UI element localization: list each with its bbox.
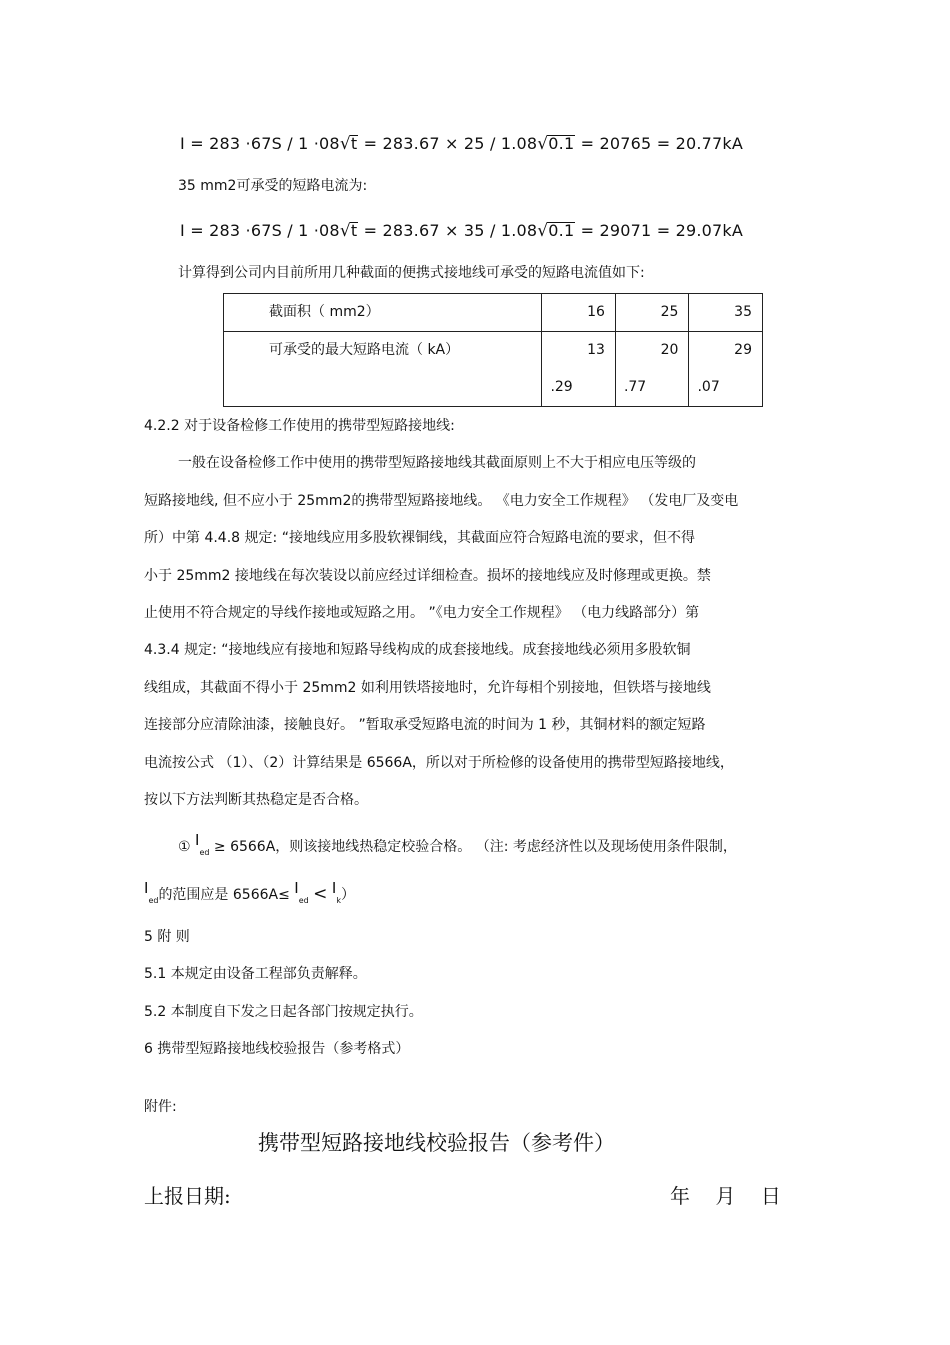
- section-heading-6: 6 携带型短路接地线校验报告（参考格式）: [144, 1041, 410, 1057]
- section-heading-4-2-2: 4.2.2 对于设备检修工作使用的携带型短路接地线:: [144, 418, 455, 434]
- table-cell: 16: [542, 294, 616, 332]
- paragraph-line: 电流按公式 （1）、（2）计算结果是 6566A，所以对于所检修的设备使用的携带型短路接地线，: [144, 755, 734, 771]
- symbol-I: I: [294, 879, 299, 897]
- paragraph-line: 线组成，其截面不得小于 25mm2 如利用铁塔接地时，允许每相个别接地，但铁塔与接地线: [144, 680, 711, 696]
- section-5-2: 5.2 本制度自下发之日起各部门按规定执行。: [144, 1004, 423, 1020]
- paragraph-line: 短路接地线, 但不应小于 25mm2的携带型短路接地线。 《电力安全工作规程》 （发电厂及变电: [144, 493, 739, 509]
- paragraph-line: 按以下方法判断其热稳定是否合格。: [144, 792, 368, 808]
- table-cell-label: 截面积（ mm2）: [224, 294, 542, 332]
- formula-part1: = 283 ·67S / 1 ·08: [190, 221, 340, 240]
- symbol-I: I: [144, 879, 149, 897]
- table-cell: 25: [615, 294, 689, 332]
- section-heading-5: 5 附 则: [144, 929, 190, 945]
- circle-number: ①: [178, 839, 191, 855]
- criterion-line: [178, 831, 737, 857]
- subscript-ed: ed: [199, 847, 210, 857]
- formula-part2: = 283.67 × 25 / 1.08: [363, 134, 538, 153]
- report-date-fields: 年 月 日: [670, 1184, 781, 1208]
- short-circuit-current-table: [223, 293, 763, 407]
- table-cell-label: 可承受的最大短路电流（ kA）: [224, 332, 542, 407]
- table-intro: 计算得到公司内目前所用几种截面的便携式接地线可承受的短路电流值如下:: [178, 265, 645, 281]
- range-text: 的范围应是 6566A≤: [158, 887, 290, 903]
- criterion-text: ≥ 6566A，则该接地线热稳定校验合格。 （注: 考虑经济性以及现场使用条件限制，: [213, 839, 737, 855]
- formula-lhs: I: [180, 221, 185, 240]
- section-5-1: 5.1 本规定由设备工程部负责解释。: [144, 966, 367, 982]
- formula-25mm2: I = 283 ·67S / 1 ·08√t = 283.67 × 25 / 1.08√0.1 = 20765 = 20.77kA: [180, 134, 744, 154]
- formula-radicand-time: 0.1: [548, 221, 575, 240]
- paragraph-line: 连接部分应清除油漆，接触良好。 ”暂取承受短路电流的时间为 1 秒，其铜材料的额定短路: [144, 717, 706, 733]
- paragraph-line: 所）中第 4.4.8 规定: “接地线应用多股软裸铜线，其截面应符合短路电流的要求，但不得: [144, 530, 695, 546]
- formula-result: = 20765 = 20.77kA: [580, 134, 744, 153]
- paragraph-line: 4.3.4 规定: “接地线应有接地和短路导线构成的成套接地线。成套接地线必须用多股软铜: [144, 642, 691, 658]
- table-row: [224, 294, 763, 332]
- table-cell: 35: [689, 294, 763, 332]
- formula-part2: = 283.67 × 35 / 1.08: [363, 221, 538, 240]
- symbol-I: I: [195, 831, 200, 849]
- report-date-label: 上报日期:: [144, 1184, 231, 1208]
- formula-part1: = 283 ·67S / 1 ·08: [190, 134, 340, 153]
- paragraph-line: 止使用不符合规定的导线作接地或短路之用。 ”《电力安全工作规程》 （电力线路部分）第: [144, 605, 700, 621]
- formula-result: = 29071 = 29.07kA: [580, 221, 744, 240]
- paragraph-line: 一般在设备检修工作中使用的携带型短路接地线其截面原则上不大于相应电压等级的: [178, 455, 696, 471]
- table-row: [224, 332, 763, 407]
- table-cell: 20 .77: [615, 332, 689, 407]
- table-cell: 13 .29: [542, 332, 616, 407]
- subscript-ed: ed: [148, 895, 159, 905]
- caption-35mm2: 35 mm2可承受的短路电流为:: [178, 178, 368, 194]
- less-than: <: [313, 884, 328, 904]
- formula-lhs: I: [180, 134, 185, 153]
- subscript-ed: ed: [298, 895, 309, 905]
- range-line: [144, 879, 355, 905]
- close-paren: ）: [340, 887, 355, 903]
- paragraph-line: 小于 25mm2 接地线在每次装设以前应经过详细检查。损坏的接地线应及时修理或更换。禁: [144, 568, 711, 584]
- formula-radicand-t: t: [350, 134, 358, 153]
- table-cell: 29 .07: [689, 332, 763, 407]
- attachment-label: 附件:: [144, 1099, 177, 1115]
- symbol-I: I: [331, 879, 337, 897]
- formula-radicand-time: 0.1: [548, 134, 575, 153]
- subscript-k: k: [336, 895, 341, 905]
- report-title: 携带型短路接地线校验报告（参考件）: [258, 1131, 615, 1155]
- formula-35mm2: I = 283 ·67S / 1 ·08√t = 283.67 × 35 / 1.08√0.1 = 29071 = 29.07kA: [180, 221, 744, 241]
- formula-radicand-t: t: [350, 221, 358, 240]
